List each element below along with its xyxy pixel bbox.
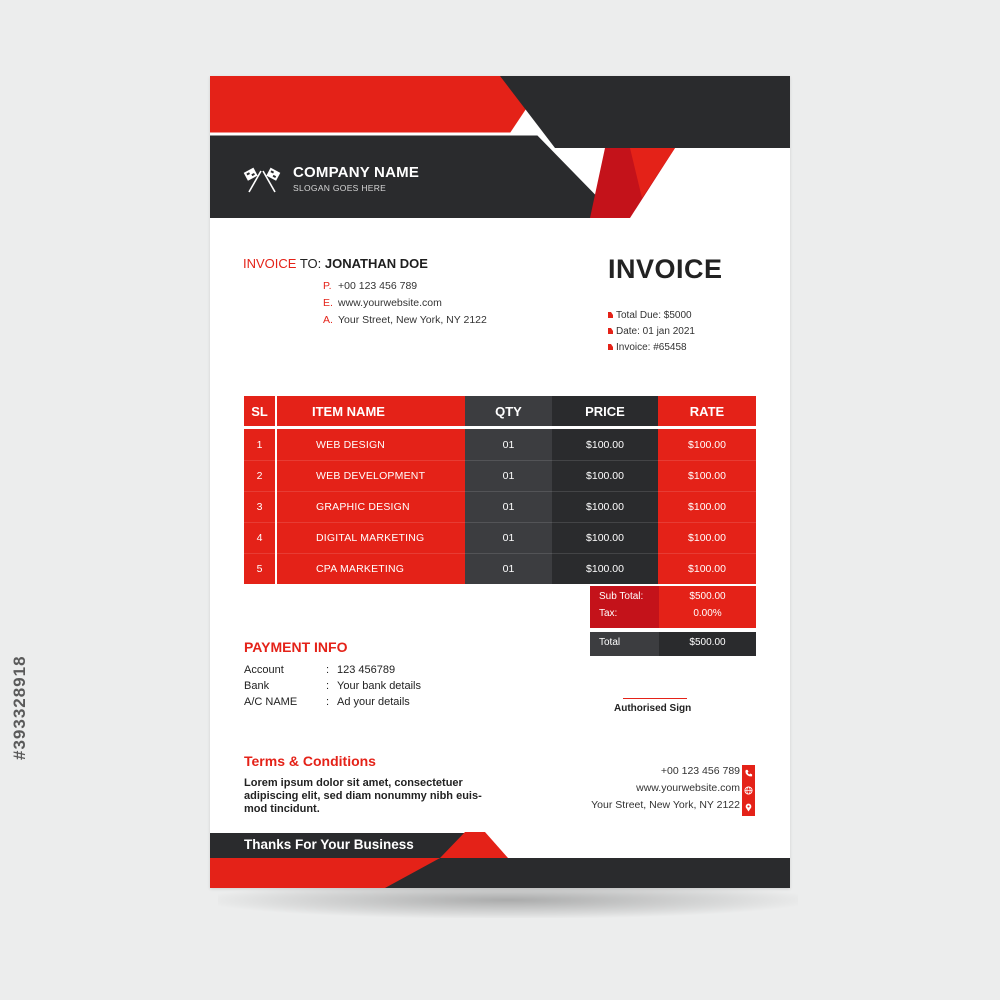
tax-value: 0.00% [693,608,722,619]
header-price: PRICE [552,396,658,426]
bullet-icon [608,344,613,350]
meta-text: Total Due: $5000 [616,309,692,321]
signature-line [623,698,687,699]
items-table [244,396,756,581]
client-email [323,297,487,314]
subtotal-block [590,586,756,628]
contact-key: E. [323,297,333,309]
footer-website: www.yourwebsite.com [636,782,740,794]
contact-key: P. [323,280,332,292]
cell-qty: 01 [502,562,515,575]
header-graphic [210,76,790,226]
footer-contact [591,765,740,816]
subtotal-row [590,591,756,607]
authorised-sign: Authorised Sign [614,703,692,714]
crossed-flags-icon [242,164,282,196]
cell-rate: $100.00 [688,562,726,575]
invoice-to-label: TO: [296,256,325,271]
payment-key: Bank [244,680,270,692]
terms-line: adipiscing elit, sed diam nonummy nibh euis- [244,790,482,802]
footer-icon-strip [742,765,755,816]
subtotal-value: $500.00 [689,591,726,602]
client-name: JONATHAN DOE [324,256,428,271]
invoice-meta [608,307,695,355]
thanks-message: Thanks For Your Business [244,837,414,852]
invoice-date [608,323,695,339]
tax-label: Tax: [599,608,618,619]
cell-item-name: WEB DESIGN [316,438,386,451]
cell-qty: 01 [502,500,515,513]
meta-text: Date: 01 jan 2021 [616,325,695,337]
tax-row [590,608,756,624]
colon: : [326,664,330,676]
cell-qty: 01 [502,531,515,544]
payment-row [244,696,421,712]
cell-sl: 1 [256,438,263,451]
payment-row [244,664,421,680]
total-due [608,307,695,323]
contact-value: Your Street, New York, NY 2122 [338,314,487,326]
stock-id: #393328918 [10,655,29,760]
payment-info [244,664,421,712]
location-pin-icon [744,803,753,812]
cell-sl: 2 [256,469,263,482]
total-label: Total [599,637,621,648]
cell-item-name: GRAPHIC DESIGN [316,500,410,513]
meta-text: Invoice: #65458 [616,341,687,353]
colon: : [326,696,330,708]
table-row [244,460,756,491]
table-row [244,491,756,522]
cell-price: $100.00 [586,531,624,544]
table-row [244,429,756,460]
payment-value: 123 456789 [337,664,396,676]
phone-icon [744,769,753,778]
payment-info-title: PAYMENT INFO [244,639,348,655]
payment-value: Your bank details [337,680,421,692]
company-slogan: SLOGAN GOES HERE [293,183,387,193]
totals-box [590,586,756,656]
payment-row [244,680,421,696]
invoice-number [608,339,695,355]
contact-value: www.yourwebsite.com [338,297,442,309]
terms-line: mod tincidunt. [244,803,320,815]
table-header [244,396,756,426]
globe-icon [744,786,753,795]
subtotal-label: Sub Total: [599,591,644,602]
header-sl: SL [244,396,275,426]
bullet-icon [608,328,613,334]
cell-sl: 4 [256,531,263,544]
table-body [244,429,756,584]
payment-key: Account [244,664,284,676]
payment-value: Ad your details [337,696,410,708]
cell-rate: $100.00 [688,438,726,451]
cell-price: $100.00 [586,500,624,513]
invoice-page [210,76,790,888]
cell-rate: $100.00 [688,469,726,482]
terms-text [244,777,494,816]
client-phone [323,280,487,297]
header-item-name: ITEM NAME [277,396,465,426]
cell-item-name: WEB DEVELOPMENT [316,469,426,482]
invoice-to-prefix: INVOICE [243,256,297,271]
client-contact [323,280,487,331]
terms-title: Terms & Conditions [244,753,376,769]
cell-sl: 5 [256,562,263,575]
footer-address: Your Street, New York, NY 2122 [591,799,740,811]
cell-price: $100.00 [586,438,624,451]
client-address [323,314,487,331]
invoice-title: INVOICE [608,254,723,284]
header-rate: RATE [658,396,756,426]
contact-value: +00 123 456 789 [338,280,418,292]
cell-item-name: DIGITAL MARKETING [316,531,425,544]
cell-sl: 3 [256,500,263,513]
total-row [590,637,756,653]
footer-phone: +00 123 456 789 [660,765,740,777]
total-value: $500.00 [689,637,726,648]
cell-rate: $100.00 [688,531,726,544]
terms-line: Lorem ipsum dolor sit amet, consectetuer [244,777,463,789]
cell-price: $100.00 [586,469,624,482]
cell-item-name: CPA MARKETING [316,562,405,575]
company-name: COMPANY NAME [293,164,420,181]
bullet-icon [608,312,613,318]
payment-key: A/C NAME [244,696,298,708]
table-row [244,553,756,584]
table-row [244,522,756,553]
header-qty: QTY [465,396,552,426]
cell-qty: 01 [502,469,515,482]
cell-price: $100.00 [586,562,624,575]
contact-key: A. [323,314,333,326]
cell-rate: $100.00 [688,500,726,513]
total-block [590,632,756,656]
colon: : [326,680,330,692]
invoice-to [243,256,428,271]
cell-qty: 01 [502,438,515,451]
